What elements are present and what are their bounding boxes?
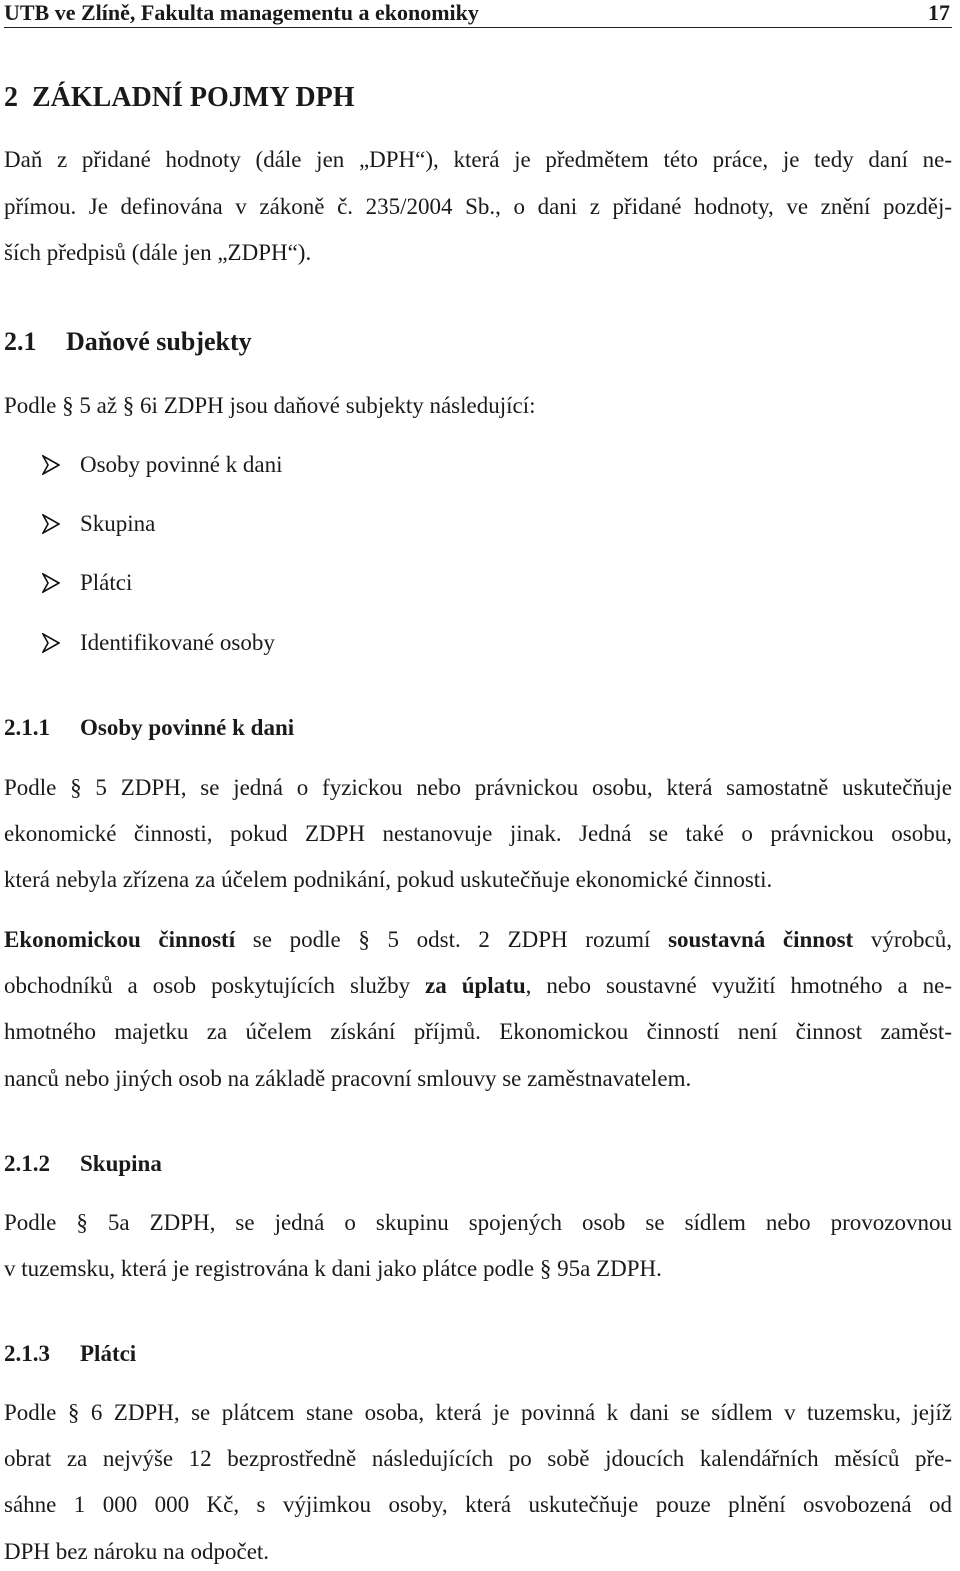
list-item	[42, 570, 132, 596]
chapter-heading	[4, 82, 355, 114]
list-item	[42, 511, 155, 537]
section-2-1-lead: Podle § 5 až § 6i ZDPH jsou daňové subjekty následující:	[4, 393, 536, 418]
list-item-label: Plátci	[80, 570, 133, 595]
list-item-label: Identifikované osoby	[80, 630, 275, 655]
section-number: 2.1	[4, 327, 37, 356]
list-item-label: Skupina	[80, 511, 156, 536]
chapter-number: 2	[4, 82, 18, 113]
section-number: 2.1.2	[4, 1151, 50, 1176]
paragraph-line: Podle § 5 ZDPH, se jedná o fyzickou nebo právnickou osobu, která samostatně uskutečňuje	[4, 775, 952, 800]
paragraph-line: ekonomické činnosti, pokud ZDPH nestanovuje jinak. Jedná se také o právnickou osobu,	[4, 821, 952, 846]
paragraph-line: obrat za nejvýše 12 bezprostředně následujících po sobě jdoucích kalendářních měsíců pře-	[4, 1446, 952, 1471]
paragraph-line: v tuzemsku, která je registrována k dani jako plátce podle § 95a ZDPH.	[4, 1256, 662, 1281]
arrow-bullet-icon	[42, 633, 60, 653]
intro-line-1: Daň z přidané hodnoty (dále jen „DPH“), která je předmětem této práce, je tedy daní ne-	[4, 147, 952, 172]
header-title: UTB ve Zlíně, Fakulta managementu a ekonomiky	[4, 0, 479, 25]
bold-term: za úplatu	[425, 973, 526, 998]
paragraph-line: která nebyla zřízena za účelem podnikání, pokud uskutečňuje ekonomické činnosti.	[4, 867, 773, 892]
list-item-label: Osoby povinné k dani	[80, 452, 283, 477]
section-title: Daňové subjekty	[66, 327, 252, 356]
section-heading-2-1	[4, 327, 252, 357]
running-header	[4, 0, 952, 28]
paragraph-line: obchodníků a osob poskytujících služby za úplatu, nebo soustavné využití hmotného a ne-	[4, 973, 952, 998]
intro-line-3: ších předpisů (dále jen „ZDPH“).	[4, 240, 312, 265]
paragraph-line: hmotného majetku za účelem získání příjmů. Ekonomickou činností není činnost zaměst-	[4, 1019, 952, 1044]
section-title: Skupina	[80, 1151, 162, 1176]
section-title: Osoby povinné k dani	[80, 715, 295, 740]
bold-term: soustavná činnost	[668, 927, 854, 952]
section-heading-2-1-2	[4, 1151, 162, 1177]
paragraph-line: Ekonomickou činností se podle § 5 odst. 2 ZDPH rozumí soustavná činnost výrobců,	[4, 927, 952, 952]
chapter-title: ZÁKLADNÍ POJMY DPH	[32, 82, 355, 113]
section-number: 2.1.1	[4, 715, 50, 740]
section-number: 2.1.3	[4, 1341, 50, 1366]
arrow-bullet-icon	[42, 573, 60, 593]
intro-line-2: přímou. Je definována v zákoně č. 235/2004 Sb., o dani z přidané hodnoty, ve znění pozděj-	[4, 194, 952, 219]
section-heading-2-1-1	[4, 715, 294, 741]
paragraph-line: nanců nebo jiných osob na základě pracovní smlouvy se zaměstnavatelem.	[4, 1066, 692, 1091]
arrow-bullet-icon	[42, 514, 60, 534]
list-item	[42, 630, 275, 656]
list-item	[42, 452, 283, 478]
arrow-bullet-icon	[42, 455, 60, 475]
paragraph-line: Podle § 5a ZDPH, se jedná o skupinu spojených osob se sídlem nebo provozovnou	[4, 1210, 952, 1235]
bold-term: Ekonomickou činností	[4, 927, 236, 952]
paragraph-line: Podle § 6 ZDPH, se plátcem stane osoba, která je povinná k dani se sídlem v tuzemsku, jejíž	[4, 1400, 952, 1425]
page-number: 17	[928, 0, 950, 25]
paragraph-line: DPH bez nároku na odpočet.	[4, 1539, 270, 1564]
section-title: Plátci	[80, 1341, 137, 1366]
paragraph-line: sáhne 1 000 000 Kč, s výjimkou osoby, která uskutečňuje pouze plnění osvobozená od	[4, 1492, 952, 1517]
section-heading-2-1-3	[4, 1341, 136, 1367]
